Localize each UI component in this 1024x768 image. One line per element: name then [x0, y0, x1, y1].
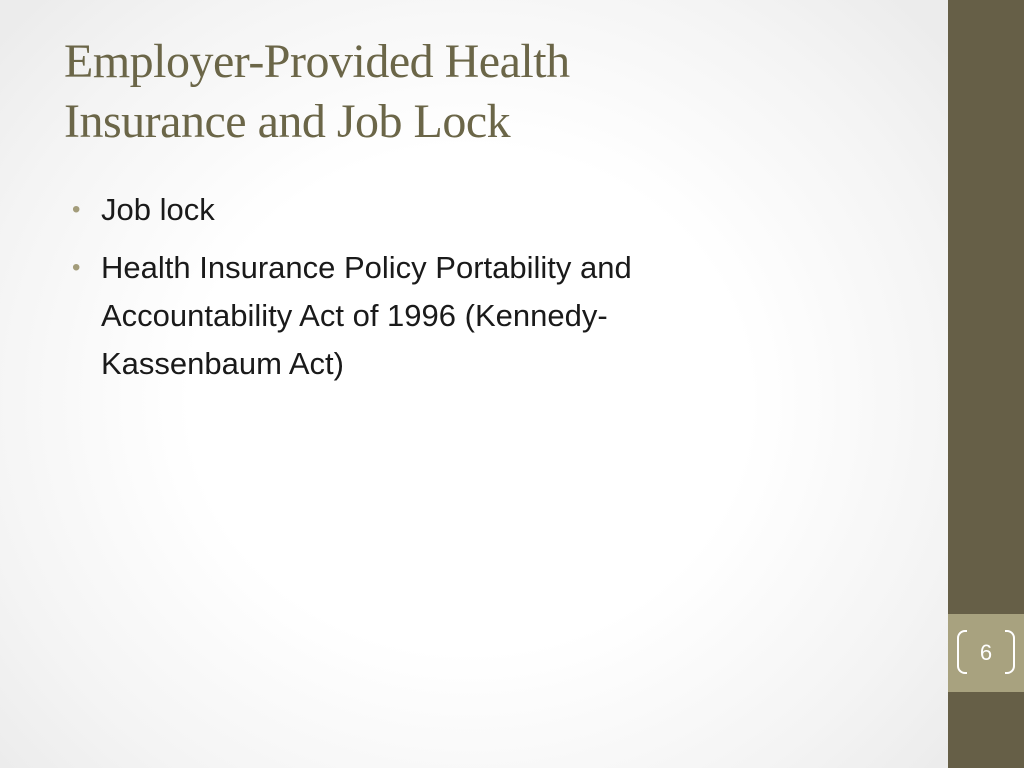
page-number: 6 [979, 640, 993, 665]
bullet-item [72, 186, 772, 234]
page-number-box [948, 614, 1024, 692]
bullet-text: Health Insurance Policy Portability and Accountability Act of 1996 (Kennedy-Kassenbaum Act) [101, 250, 632, 381]
slide-title-line-2: Insurance and Job Lock [64, 95, 511, 148]
slide-title [64, 32, 924, 152]
bullet-dot-icon: • [72, 254, 81, 281]
bullet-dot-icon: • [72, 196, 81, 223]
bullet-text: Job lock [101, 192, 215, 227]
slide-title-line-1: Employer-Provided Health [64, 35, 570, 88]
bullet-item [72, 244, 772, 388]
bullet-list [72, 186, 772, 398]
